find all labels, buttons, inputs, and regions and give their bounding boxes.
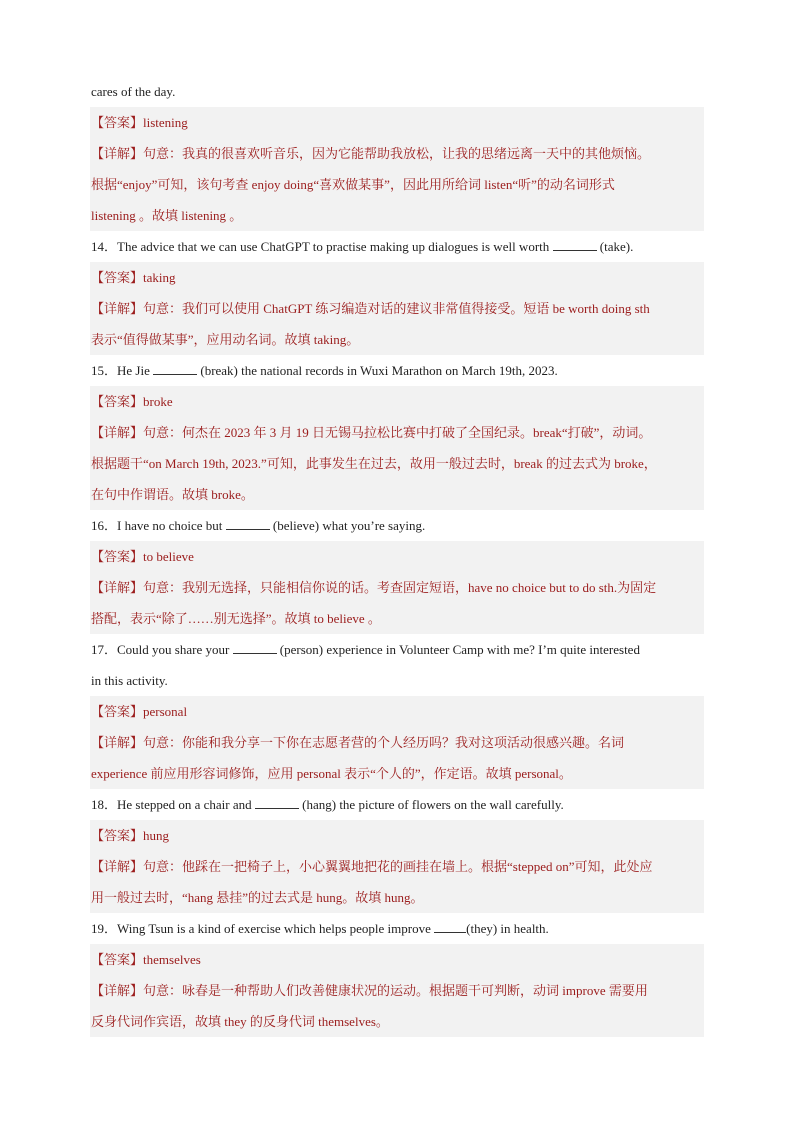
answer-line bbox=[90, 944, 704, 975]
question-tail: (person) experience in Volunteer Camp with me? I’m quite interested bbox=[279, 642, 640, 657]
detail-line: 反身代词作宾语，故填 they 的反身代词 themselves。 bbox=[91, 1014, 389, 1029]
detail-tag: 【详解】 bbox=[91, 146, 144, 161]
answer-line bbox=[90, 541, 704, 572]
detail-line: 根据题干“on March 19th, 2023.”可知，此事发生在过去，故用一般过去时，break 的过去式为 broke， bbox=[91, 456, 657, 471]
detail-line: 用一般过去时，“hang 悬挂”的过去式是 hung。故填 hung。 bbox=[91, 890, 424, 905]
question-18 bbox=[90, 789, 704, 820]
question-14 bbox=[90, 231, 704, 262]
detail-text: 句意：你能和我分享一下你在志愿者营的个人经历吗？我对这项活动很感兴趣。名词 bbox=[143, 735, 625, 750]
detail-text: 句意：咏春是一种帮助人们改善健康状况的运动。根据题干可判断，动词 improve 需要用 bbox=[143, 983, 648, 998]
answer-tag: 【答案】 bbox=[91, 115, 144, 130]
answer-tag: 【答案】 bbox=[91, 704, 144, 719]
detail-text: 句意：我真的很喜欢听音乐，因为它能帮助我放松，让我的思绪远离一天中的其他烦恼。 bbox=[143, 146, 651, 161]
detail-text: 句意：何杰在 2023 年 3 月 19 日无锡马拉松比赛中打破了全国纪录。break“打破”，动词。 bbox=[143, 425, 652, 440]
detail-tag: 【详解】 bbox=[91, 301, 144, 316]
fill-blank bbox=[153, 360, 197, 375]
answer-line bbox=[90, 820, 704, 851]
detail-line bbox=[90, 138, 704, 169]
answer-tag: 【答案】 bbox=[91, 394, 144, 409]
question-text: 14．The advice that we can use ChatGPT to practise making up dialogues is well worth bbox=[91, 239, 550, 254]
answer-text: themselves bbox=[143, 952, 201, 967]
detail-line: listening 。故填 listening 。 bbox=[91, 208, 243, 223]
question-text: 17．Could you share your bbox=[91, 642, 230, 657]
detail-tag: 【详解】 bbox=[91, 580, 144, 595]
detail-line: 根据“enjoy”可知，该句考查 enjoy doing“喜欢做某事”，因此用所给词 listen“听”的动名词形式 bbox=[91, 177, 615, 192]
answer-tag: 【答案】 bbox=[91, 549, 144, 564]
detail-line bbox=[90, 727, 704, 758]
answer-text: broke bbox=[143, 394, 173, 409]
question-16 bbox=[90, 510, 704, 541]
answer-text: listening bbox=[143, 115, 188, 130]
detail-tag: 【详解】 bbox=[91, 859, 144, 874]
detail-line bbox=[90, 293, 704, 324]
answer-line bbox=[90, 696, 704, 727]
answer-box-18 bbox=[90, 820, 704, 913]
question-text: 18．He stepped on a chair and bbox=[91, 797, 252, 812]
answer-box-17 bbox=[90, 696, 704, 789]
detail-line bbox=[90, 417, 704, 448]
answer-tag: 【答案】 bbox=[91, 952, 144, 967]
answer-line bbox=[90, 262, 704, 293]
answer-tag: 【答案】 bbox=[91, 270, 144, 285]
document-content bbox=[90, 76, 704, 1037]
answer-tag: 【答案】 bbox=[91, 828, 144, 843]
detail-line bbox=[90, 572, 704, 603]
detail-tag: 【详解】 bbox=[91, 735, 144, 750]
answer-box-16 bbox=[90, 541, 704, 634]
answer-box-15 bbox=[90, 386, 704, 510]
detail-line: 表示“值得做某事”，应用动名词。故填 taking。 bbox=[91, 332, 360, 347]
answer-text: hung bbox=[143, 828, 170, 843]
question-text: 16．I have no choice but bbox=[91, 518, 223, 533]
question-17-line2: in this activity. bbox=[91, 673, 168, 688]
detail-tag: 【详解】 bbox=[91, 425, 144, 440]
question-15 bbox=[90, 355, 704, 386]
fill-blank bbox=[553, 236, 597, 251]
answer-line bbox=[90, 107, 704, 138]
question-tail: (break) the national records in Wuxi Marathon on March 19th, 2023. bbox=[200, 363, 558, 378]
question-tail: (believe) what you’re saying. bbox=[272, 518, 426, 533]
detail-text: 句意：他踩在一把椅子上，小心翼翼地把花的画挂在墙上。根据“stepped on”可知，此处应 bbox=[143, 859, 653, 874]
question-text: 15．He Jie bbox=[91, 363, 150, 378]
fill-blank bbox=[233, 639, 277, 654]
detail-line: 搭配，表示“除了……别无选择”。故填 to believe 。 bbox=[91, 611, 381, 626]
question-19 bbox=[90, 913, 704, 944]
fill-blank bbox=[434, 918, 466, 933]
detail-text: 句意：我们可以使用 ChatGPT 练习编造对话的建议非常值得接受。短语 be worth doing sth bbox=[143, 301, 650, 316]
detail-line bbox=[90, 851, 704, 882]
answer-box-13 bbox=[90, 107, 704, 231]
detail-text: 句意：我别无选择，只能相信你说的话。考查固定短语，have no choice but to do sth.为固定 bbox=[143, 580, 657, 595]
question-tail: (hang) the picture of flowers on the wall carefully. bbox=[302, 797, 564, 812]
answer-text: taking bbox=[143, 270, 176, 285]
detail-line: 在句中作谓语。故填 broke。 bbox=[91, 487, 254, 502]
question-tail: (take). bbox=[599, 239, 634, 254]
answer-line bbox=[90, 386, 704, 417]
answer-box-19 bbox=[90, 944, 704, 1037]
answer-text: personal bbox=[143, 704, 188, 719]
question-continuation: cares of the day. bbox=[91, 84, 176, 99]
question-text: 19．Wing Tsun is a kind of exercise which helps people improve bbox=[91, 921, 431, 936]
question-tail: (they) in health. bbox=[466, 921, 549, 936]
answer-text: to believe bbox=[143, 549, 194, 564]
fill-blank bbox=[255, 794, 299, 809]
detail-line bbox=[90, 975, 704, 1006]
answer-box-14 bbox=[90, 262, 704, 355]
detail-tag: 【详解】 bbox=[91, 983, 144, 998]
fill-blank bbox=[226, 515, 270, 530]
detail-line: experience 前应用形容词修饰，应用 personal 表示“个人的”，作定语。故填 personal。 bbox=[91, 766, 572, 781]
question-17 bbox=[90, 634, 704, 665]
